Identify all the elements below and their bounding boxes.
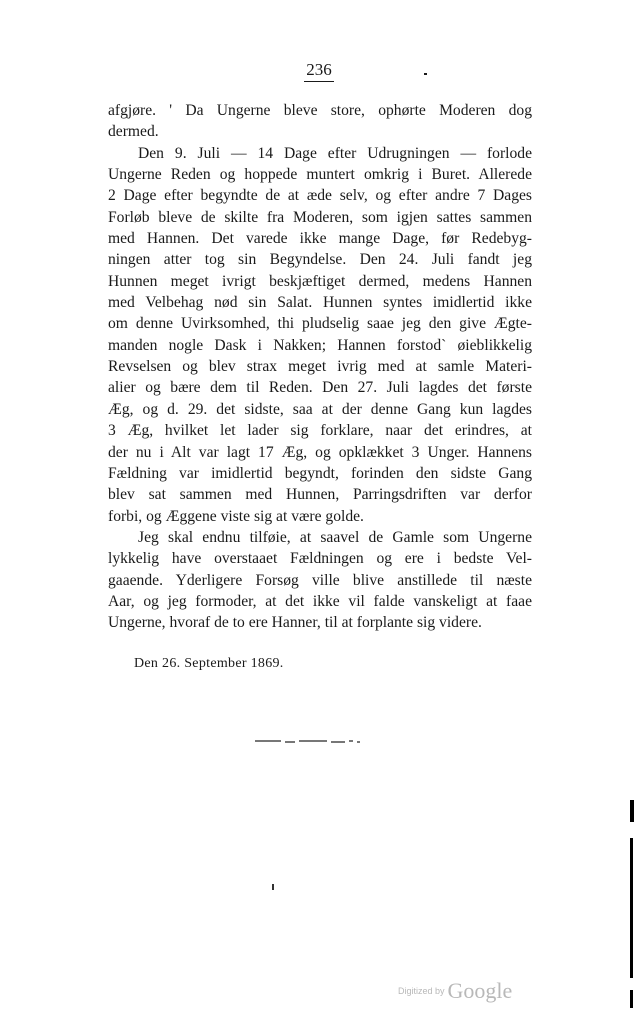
scan-edge-mark (630, 800, 634, 822)
text-line: alier og bære dem til Reden. Den 27. Juli lagdes det første (108, 379, 532, 397)
text-line: gaaende. Yderligere Forsøg ville blive anstillede til næste (108, 571, 532, 589)
text-line: Ungerne, hvoraf de to ere Hanner, til at forplante sig videre. (108, 614, 482, 632)
text-line: Aar, og jeg formoder, at det ikke vil falde vanskeligt at faae (108, 592, 532, 610)
text-line: lykkelig have overstaaet Fældningen og ere i bedste Vel- (108, 550, 532, 568)
watermark-prefix: Digitized by (398, 986, 445, 996)
paragraph-1 (108, 100, 532, 143)
text-line: 3 Æg, hvilket let lader sig forklare, naar det erindres, at (108, 422, 532, 440)
text-line: 2 Dage efter begyndte de at æde selv, og efter andre 7 Dages (108, 187, 532, 205)
divider-segment (357, 741, 360, 743)
google-logo: Google (447, 978, 513, 1003)
signoff-date: Den 26. September 1869. (134, 656, 284, 671)
text-line: dermed. (108, 123, 159, 141)
text-line: forbi, og Æggene viste sig at være golde. (108, 507, 364, 525)
scan-edge-mark (630, 990, 633, 1008)
ink-mark (272, 884, 274, 890)
text-line: manden nogle Dask i Nakken; Hannen forstod` øieblikkelig (108, 336, 532, 354)
body-text (108, 100, 532, 634)
paragraph-3 (108, 527, 532, 634)
divider-segment (255, 740, 281, 742)
scan-edge-mark (630, 838, 633, 978)
page-number-text: 236 (304, 60, 334, 82)
divider-segment (299, 740, 327, 742)
page-number (0, 60, 638, 82)
text-line: afgjøre. ' Da Ungerne bleve store, ophørte Moderen dog (108, 102, 532, 119)
text-line: med Velbehag nød sin Salat. Hunnen syntes imidlertid ikke (108, 294, 532, 312)
text-line: Hunnen meget ivrigt beskjæftiget dermed, medens Hannen (108, 272, 532, 290)
text-line: Ungerne Reden og hoppede muntert omkrig i Buret. Allerede (108, 166, 532, 184)
divider-segment (349, 740, 353, 742)
text-line: Den 9. Juli — 14 Dage efter Udrugningen — forlode (138, 144, 532, 162)
text-line: ningen atter tog sin Begyndelse. Den 24. Juli fandt jeg (108, 251, 532, 269)
divider-segment (331, 741, 345, 743)
text-line: Jeg skal endnu tilføie, at saavel de Gamle som Ungerne (138, 528, 532, 546)
paragraph-2 (108, 143, 532, 527)
text-line: Forløb bleve de skilte fra Moderen, som igjen sattes sammen (108, 208, 532, 226)
text-line: Fældning var imidlertid begyndt, forinden den sidste Gang (108, 464, 532, 482)
section-divider (255, 740, 365, 743)
divider-segment (285, 741, 295, 743)
text-line: med Hannen. Det varede ikke mange Dage, før Redebyg- (108, 230, 532, 248)
text-line: blev sat sammen med Hunnen, Parringsdriften var derfor (108, 486, 532, 504)
text-line: Æg, og d. 29. det sidste, saa at der denne Gang kun lagdes (108, 400, 532, 418)
ink-speck (424, 73, 427, 75)
text-line: der nu i Alt var lagt 17 Æg, og opklækket 3 Unger. Hannens (108, 443, 532, 461)
text-line: om denne Uvirksomhed, thi pludselig saae jeg den give Ægte- (108, 315, 532, 333)
text-line: Revselsen og blev strax meget ivrig med at samle Materi- (108, 358, 532, 376)
digitized-watermark (398, 978, 512, 1004)
